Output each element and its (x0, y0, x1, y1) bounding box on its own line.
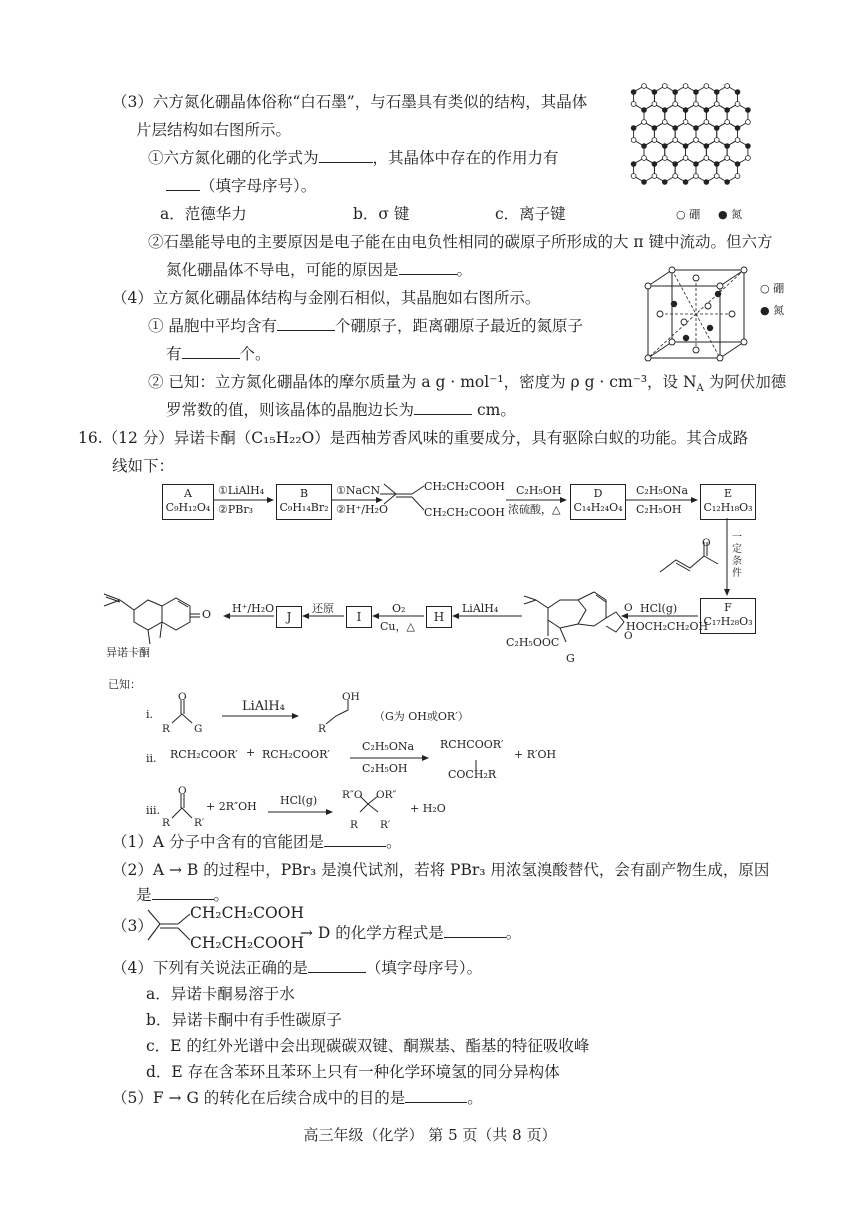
known-iii-label: iii. (146, 804, 161, 817)
q16-q3-top-chain: CH₂CH₂COOH (190, 904, 304, 922)
q15-p3-q2b: 氮化硼晶体不导电，可能的原因是 。 (166, 261, 473, 279)
g-ester-group: C₂H₅OOC (506, 636, 560, 649)
compound-D-box: D C₁₄H₂₄O₄ (570, 484, 626, 520)
known-i-note: （G为 OH或OR′） (374, 710, 469, 723)
q15-p4-q1-cont: 有 个。 (166, 345, 271, 363)
known-iii-O: O (178, 785, 187, 797)
known-ii-product-1: RCHCOOR′ (440, 738, 504, 751)
known-ii-label: ii. (146, 752, 157, 765)
q16-q3-label: （3） (112, 917, 153, 935)
known-i-O: O (178, 691, 187, 703)
bc-reagent-1: ①NaCN (336, 484, 381, 497)
diacid-bottom-chain: CH₂CH₂COOH (424, 506, 505, 519)
cube-legend-nitrogen: ● 氮 (760, 304, 785, 317)
q15-p4-line1: （4）立方氮化硼晶体结构与金刚石相似，其晶胞如右图所示。 (112, 289, 541, 307)
jk-reagent: H⁺/H₂O (232, 602, 275, 615)
q15-p4-q2a: ② 已知：立方氮化硼晶体的摩尔质量为 a g · mol⁻¹，密度为 ρ g · cm⁻³，设 $N_A$ 为阿伏加德 (148, 373, 787, 395)
ketal-oxygen-1: O (624, 602, 633, 614)
q16-q3-bottom-chain: CH₂CH₂COOH (190, 934, 304, 952)
known-ii-product-2: COCH₂R (448, 768, 497, 781)
page-footer: 高三年级（化学） 第 5 页（共 8 页） (303, 1126, 557, 1144)
known-i-label: i. (146, 708, 154, 721)
q16-intro-line1: 16.（12 分）异诺卡酮（C₁₅H₂₂O）是西柚芳香风味的重要成分，具有驱除白蚁的功能。其合成路 (78, 429, 749, 447)
ab-reagent-2: ②PBr₃ (218, 503, 254, 516)
known-ii-reactant-1: RCH₂COOR′ (170, 748, 238, 761)
known-i-G: G (194, 723, 203, 735)
hex-legend-nitrogen: ● 氮 (718, 208, 743, 221)
compound-H-box: H (426, 606, 452, 628)
known-iii-plus: + 2R″OH (206, 800, 257, 813)
fg-reagent-1: HCl(g) (640, 602, 678, 615)
q15-option-b: b．σ 键 (353, 205, 410, 223)
hex-legend-boron: ○ 硼 (676, 208, 701, 221)
known-title: 已知： (108, 678, 141, 691)
diacid-top-chain: CH₂CH₂COOH (424, 480, 505, 493)
q16-q2-cont: 是 。 (136, 886, 230, 904)
known-ii-reactant-2: RCH₂COOR′ (262, 748, 330, 761)
product-oxygen: O (202, 608, 212, 621)
compound-A-box: A C₉H₁₂O₄ (162, 484, 214, 520)
cube-legend-boron: ○ 硼 (760, 282, 785, 295)
answer-blank[interactable] (405, 1088, 467, 1103)
known-iii-water: + H₂O (410, 802, 446, 815)
known-iii-reagent: HCl(g) (280, 794, 318, 807)
hi-reagent-2: Cu，△ (380, 620, 415, 633)
known-iii-R: R (162, 817, 170, 829)
known-ii-byproduct: + R′OH (514, 748, 557, 761)
q15-option-a: a．范德华力 (160, 205, 247, 223)
compound-F-box: F C₁₇H₂₈O₃ (700, 598, 756, 634)
q15-p3-q2a: ②石墨能导电的主要原因是电子能在由电负性相同的碳原子所形成的大 π 键中流动。但六方 (148, 233, 773, 251)
q15-p4-q2b: 罗常数的值，则该晶体的晶胞边长为 cm。 (166, 401, 516, 419)
known-i-reagent: LiAlH₄ (242, 699, 285, 714)
q16-intro-line2: 线如下： (112, 457, 175, 475)
cd-reagent-2: 浓硫酸，△ (508, 503, 561, 516)
q15-p3-q1-cont: （填字母序号）。 (166, 175, 316, 197)
known-i-R: R (162, 723, 170, 735)
q16-q4: （4）下列有关说法正确的是 （填字母序号）。 (112, 959, 483, 977)
q16-q1: （1）A 分子中含有的官能团是 。 (112, 833, 402, 851)
q15-p4-q1: ① 晶胞中平均含有 个硼原子，距离硼原子最近的氮原子 (148, 317, 583, 335)
q15-p3-line2: 片层结构如右图所示。 (136, 121, 292, 139)
known-ii-cond-2: C₂H₅OH (362, 762, 408, 775)
answer-blank[interactable] (308, 958, 366, 973)
compound-E-box: E C₁₂H₁₈O₃ (700, 484, 756, 520)
bc-reagent-2: ②H⁺/H₂O (336, 503, 388, 516)
known-iii-R2: R′ (194, 817, 205, 829)
ab-reagent-1: ①LiAlH₄ (218, 484, 265, 497)
q15-p3-q1: ①六方氮化硼的化学式为 ，其晶体中存在的作用力有 (148, 149, 559, 167)
de-reagent-2: C₂H₅OH (636, 503, 682, 516)
q15-p3-line1: （3）六方氮化硼晶体俗称“白石墨”，与石墨具有类似的结构，其晶体 (112, 93, 588, 111)
q16-q4-option-b: b．异诺卡酮中有手性碳原子 (146, 1011, 342, 1029)
known-iii-p4: R′ (380, 819, 391, 831)
ij-reagent: 还原 (312, 602, 334, 615)
q16-q4-option-c: c．E 的红外光谱中会出现碳碳双键、酮羰基、酯基的特征吸收峰 (146, 1037, 590, 1055)
q16-q3: → D 的化学方程式是 。 (300, 924, 522, 942)
fg-reagent-2: HOCH₂CH₂OH (626, 620, 709, 633)
enone-oxygen: O (702, 537, 711, 549)
g-label: G (566, 652, 575, 665)
compound-I-box: I (346, 606, 372, 628)
de-reagent-1: C₂H₅ONa (636, 484, 689, 497)
compound-B-box: B C₉H₁₄Br₂ (276, 484, 332, 520)
known-iii-p2: OR″ (376, 789, 397, 801)
known-iii-p3: R (350, 819, 358, 831)
answer-blank[interactable] (444, 923, 506, 938)
q16-q4-option-d: d．E 存在含苯环且苯环上只有一种化学环境氢的同分异构体 (146, 1063, 560, 1081)
q15-option-c: c．离子键 (495, 205, 566, 223)
ef-condition: 一定条件 (732, 532, 742, 579)
known-i-R2: R (318, 723, 326, 735)
product-name: 异诺卡酮 (106, 646, 150, 659)
known-ii-plus: + (246, 746, 256, 759)
cd-reagent-1: C₂H₅OH (516, 484, 562, 497)
compound-J-box: J (276, 606, 302, 628)
known-iii-p1: R″O (342, 789, 363, 801)
q16-q2: （2）A → B 的过程中，PBr₃ 是溴代试剂，若将 PBr₃ 用浓氢溴酸替代，会有副产物生成，原因 (112, 861, 770, 879)
known-ii-cond-1: C₂H₅ONa (362, 740, 415, 753)
q16-q4-option-a: a．异诺卡酮易溶于水 (146, 985, 295, 1003)
ketal-oxygen-2: O (624, 630, 633, 642)
q16-q5: （5）F → G 的转化在后续合成中的目的是 。 (112, 1089, 483, 1107)
hi-reagent-1: O₂ (392, 602, 406, 615)
gh-reagent: LiAlH₄ (462, 602, 499, 615)
known-i-OH: OH (342, 691, 360, 703)
